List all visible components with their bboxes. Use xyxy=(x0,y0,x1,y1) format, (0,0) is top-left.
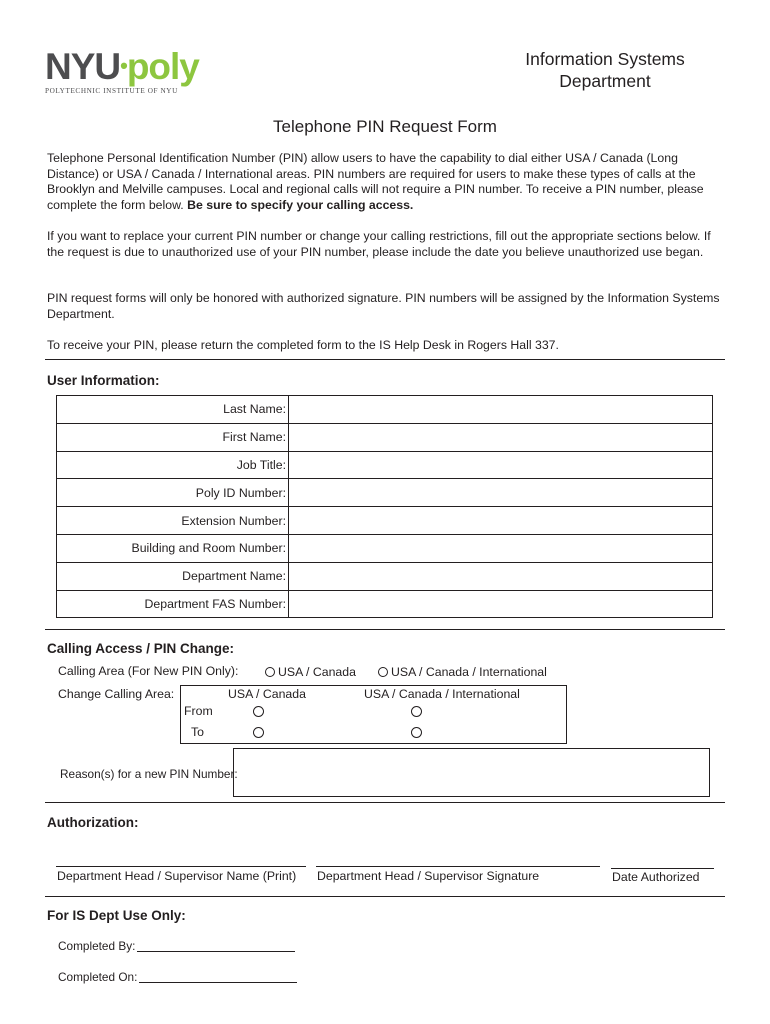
table-row xyxy=(57,451,713,479)
poly-id-field[interactable] xyxy=(289,479,713,507)
logo-dot: • xyxy=(120,53,127,78)
first-name-field[interactable] xyxy=(289,423,713,451)
column-usa-canada: USA / Canada xyxy=(228,687,306,701)
user-info-table xyxy=(56,395,713,618)
last-name-field[interactable] xyxy=(289,396,713,424)
job-title-field[interactable] xyxy=(289,451,713,479)
row-to-label: To xyxy=(191,725,204,739)
completed-on-row xyxy=(58,970,297,984)
table-row xyxy=(57,562,713,590)
date-authorized-line[interactable] xyxy=(611,868,714,869)
completed-on-line[interactable] xyxy=(139,982,297,983)
radio-icon[interactable] xyxy=(378,667,388,677)
from-international-radio[interactable] xyxy=(411,706,422,717)
date-authorized-label: Date Authorized xyxy=(612,870,700,884)
option-label: USA / Canada / International xyxy=(391,665,547,679)
logo-nyu-text: NYU xyxy=(45,46,121,87)
new-pin-international-option[interactable] xyxy=(378,665,547,679)
table-row xyxy=(57,590,713,618)
supervisor-signature-line[interactable] xyxy=(316,866,600,867)
intro-p1-bold: Be sure to specify your calling access. xyxy=(187,197,414,212)
extension-field[interactable] xyxy=(289,507,713,535)
field-label: Extension Number: xyxy=(57,507,289,535)
authorization-heading: Authorization: xyxy=(47,815,139,830)
radio-icon[interactable] xyxy=(265,667,275,677)
intro-paragraph-1 xyxy=(47,151,727,213)
reason-input-box[interactable] xyxy=(233,748,710,797)
to-usa-canada-radio[interactable] xyxy=(253,727,264,738)
reason-label: Reason(s) for a new PIN Number: xyxy=(60,767,238,781)
completed-by-row xyxy=(58,939,295,953)
department-heading xyxy=(495,48,715,92)
to-international-radio[interactable] xyxy=(411,727,422,738)
intro-paragraph-2: If you want to replace your current PIN number or change your calling restrictions, fill out the appropriate sections below. If the request is due to unauthorized use of your PIN number, please include the date you believe unauthorized use began. xyxy=(47,229,711,259)
table-row xyxy=(57,479,713,507)
new-pin-usa-canada-option[interactable] xyxy=(265,665,356,679)
divider xyxy=(45,802,725,803)
intro-paragraph-4: To receive your PIN, please return the completed form to the IS Help Desk in Rogers Hall 337. xyxy=(47,338,559,352)
form-title: Telephone PIN Request Form xyxy=(273,117,497,136)
field-label: Department FAS Number: xyxy=(57,590,289,618)
department-fas-field[interactable] xyxy=(289,590,713,618)
table-row xyxy=(57,507,713,535)
field-label: Last Name: xyxy=(57,396,289,424)
department-name-field[interactable] xyxy=(289,562,713,590)
intro-paragraph-3: PIN request forms will only be honored with authorized signature. PIN numbers will be assigned by the Information Systems Department. xyxy=(47,291,720,321)
intro-p1-text: Telephone Personal Identification Number (PIN) allow users to have the capability to dial either USA / Canada (Long Distance) or USA / Canada / International areas. PIN numbers are required for users to make these types of calls at the Brooklyn and Melville campuses. Local and regional calls will not require a PIN number. To receive a PIN number, please complete the form below. xyxy=(47,151,704,212)
table-row xyxy=(57,534,713,562)
supervisor-signature-label: Department Head / Supervisor Signature xyxy=(317,869,540,883)
field-label: Department Name: xyxy=(57,562,289,590)
field-label: Poly ID Number: xyxy=(57,479,289,507)
from-usa-canada-radio[interactable] xyxy=(253,706,264,717)
department-line-1: Information Systems xyxy=(525,49,685,69)
table-row xyxy=(57,396,713,424)
is-use-heading: For IS Dept Use Only: xyxy=(47,908,186,923)
supervisor-name-label: Department Head / Supervisor Name (Print) xyxy=(57,869,297,883)
row-from-label: From xyxy=(184,704,213,718)
department-line-2: Department xyxy=(559,71,651,91)
supervisor-name-line[interactable] xyxy=(56,866,306,867)
divider xyxy=(45,896,725,897)
divider xyxy=(45,629,725,630)
field-label: Job Title: xyxy=(57,451,289,479)
nyu-poly-logo xyxy=(45,46,199,98)
option-label: USA / Canada xyxy=(278,665,356,679)
calling-access-heading: Calling Access / PIN Change: xyxy=(47,641,235,656)
table-row xyxy=(57,423,713,451)
completed-by-label: Completed By: xyxy=(58,939,136,953)
building-room-field[interactable] xyxy=(289,534,713,562)
field-label: First Name: xyxy=(57,423,289,451)
field-label: Building and Room Number: xyxy=(57,534,289,562)
user-info-heading: User Information: xyxy=(47,373,160,388)
logo-poly-text: poly xyxy=(126,46,199,87)
completed-by-line[interactable] xyxy=(137,951,295,952)
completed-on-label: Completed On: xyxy=(58,970,138,984)
change-calling-area-label: Change Calling Area: xyxy=(58,687,175,701)
logo-subtitle: POLYTECHNIC INSTITUTE OF NYU xyxy=(45,87,178,95)
new-pin-calling-area-label: Calling Area (For New PIN Only): xyxy=(58,664,239,678)
column-international: USA / Canada / International xyxy=(364,687,520,701)
divider xyxy=(45,359,725,360)
